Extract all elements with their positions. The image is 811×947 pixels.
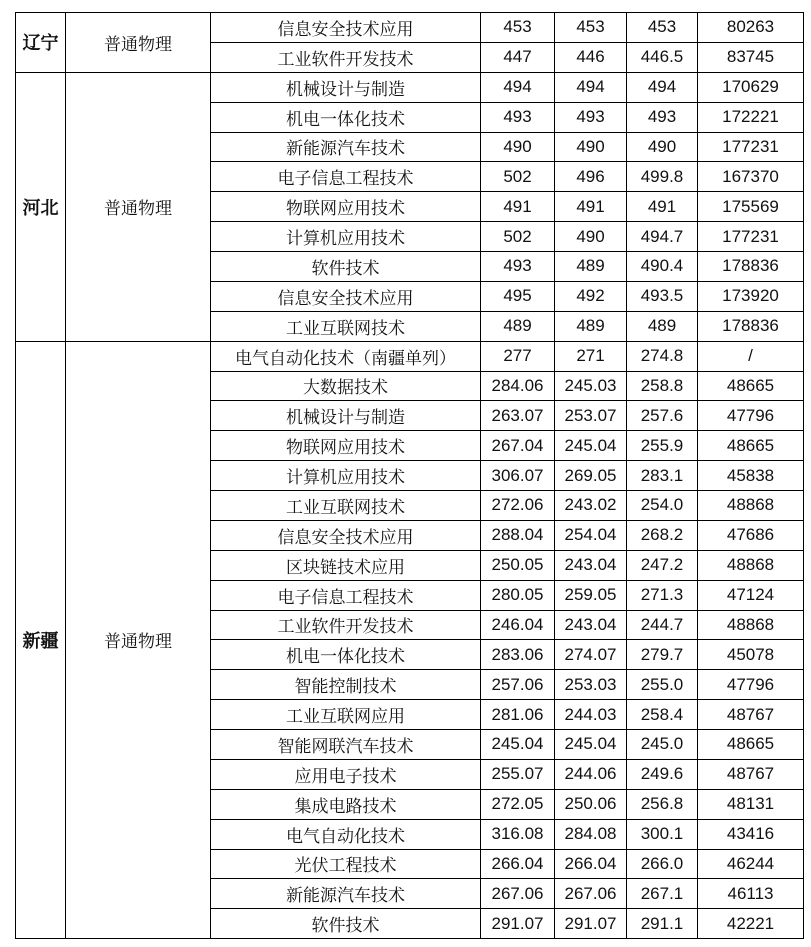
province-cell: 新疆 <box>16 341 66 939</box>
min-score-cell: 245.03 <box>555 371 627 401</box>
avg-score-cell: 291.1 <box>627 909 698 939</box>
min-rank-cell: 167370 <box>698 162 804 192</box>
major-name-cell: 新能源汽车技术 <box>211 132 481 162</box>
max-score-cell: 288.04 <box>481 520 555 550</box>
min-rank-cell: 42221 <box>698 909 804 939</box>
min-rank-cell: 46113 <box>698 879 804 909</box>
min-score-cell: 271 <box>555 341 627 371</box>
avg-score-cell: 245.0 <box>627 730 698 760</box>
min-score-cell: 494 <box>555 72 627 102</box>
avg-score-cell: 268.2 <box>627 520 698 550</box>
max-score-cell: 491 <box>481 192 555 222</box>
admission-score-table <box>15 12 804 939</box>
min-score-cell: 446 <box>555 42 627 72</box>
avg-score-cell: 279.7 <box>627 640 698 670</box>
major-name-cell: 大数据技术 <box>211 371 481 401</box>
max-score-cell: 280.05 <box>481 580 555 610</box>
min-rank-cell: 47796 <box>698 670 804 700</box>
min-rank-cell: 43416 <box>698 819 804 849</box>
avg-score-cell: 490.4 <box>627 252 698 282</box>
major-name-cell: 区块链技术应用 <box>211 550 481 580</box>
max-score-cell: 502 <box>481 162 555 192</box>
avg-score-cell: 267.1 <box>627 879 698 909</box>
major-name-cell: 工业软件开发技术 <box>211 610 481 640</box>
major-name-cell: 物联网应用技术 <box>211 192 481 222</box>
major-name-cell: 工业互联网技术 <box>211 491 481 521</box>
max-score-cell: 272.05 <box>481 789 555 819</box>
major-name-cell: 软件技术 <box>211 252 481 282</box>
min-rank-cell: 177231 <box>698 132 804 162</box>
avg-score-cell: 254.0 <box>627 491 698 521</box>
min-rank-cell: 48131 <box>698 789 804 819</box>
major-name-cell: 电子信息工程技术 <box>211 162 481 192</box>
min-rank-cell: 80263 <box>698 13 804 43</box>
max-score-cell: 493 <box>481 102 555 132</box>
max-score-cell: 453 <box>481 13 555 43</box>
major-name-cell: 物联网应用技术 <box>211 431 481 461</box>
min-rank-cell: 83745 <box>698 42 804 72</box>
min-score-cell: 253.03 <box>555 670 627 700</box>
min-score-cell: 492 <box>555 281 627 311</box>
min-rank-cell: 48665 <box>698 371 804 401</box>
min-score-cell: 489 <box>555 252 627 282</box>
max-score-cell: 316.08 <box>481 819 555 849</box>
min-score-cell: 266.04 <box>555 849 627 879</box>
min-rank-cell: 48868 <box>698 610 804 640</box>
min-score-cell: 490 <box>555 222 627 252</box>
avg-score-cell: 493 <box>627 102 698 132</box>
max-score-cell: 490 <box>481 132 555 162</box>
min-score-cell: 254.04 <box>555 520 627 550</box>
max-score-cell: 263.07 <box>481 401 555 431</box>
avg-score-cell: 258.4 <box>627 700 698 730</box>
avg-score-cell: 274.8 <box>627 341 698 371</box>
province-cell: 河北 <box>16 72 66 341</box>
max-score-cell: 250.05 <box>481 550 555 580</box>
table-row <box>16 13 804 43</box>
min-score-cell: 284.08 <box>555 819 627 849</box>
avg-score-cell: 493.5 <box>627 281 698 311</box>
min-score-cell: 259.05 <box>555 580 627 610</box>
min-rank-cell: 175569 <box>698 192 804 222</box>
max-score-cell: 257.06 <box>481 670 555 700</box>
major-name-cell: 信息安全技术应用 <box>211 520 481 550</box>
major-name-cell: 工业互联网技术 <box>211 311 481 341</box>
min-score-cell: 243.04 <box>555 610 627 640</box>
major-name-cell: 机电一体化技术 <box>211 640 481 670</box>
min-rank-cell: 178836 <box>698 252 804 282</box>
min-rank-cell: 48868 <box>698 491 804 521</box>
major-name-cell: 光伏工程技术 <box>211 849 481 879</box>
avg-score-cell: 499.8 <box>627 162 698 192</box>
min-score-cell: 453 <box>555 13 627 43</box>
major-name-cell: 计算机应用技术 <box>211 461 481 491</box>
min-rank-cell: 177231 <box>698 222 804 252</box>
category-cell: 普通物理 <box>66 341 211 939</box>
min-score-cell: 245.04 <box>555 431 627 461</box>
max-score-cell: 447 <box>481 42 555 72</box>
major-name-cell: 软件技术 <box>211 909 481 939</box>
min-score-cell: 493 <box>555 102 627 132</box>
major-name-cell: 应用电子技术 <box>211 759 481 789</box>
min-rank-cell: 47686 <box>698 520 804 550</box>
avg-score-cell: 255.0 <box>627 670 698 700</box>
min-rank-cell: 173920 <box>698 281 804 311</box>
avg-score-cell: 255.9 <box>627 431 698 461</box>
max-score-cell: 255.07 <box>481 759 555 789</box>
avg-score-cell: 494.7 <box>627 222 698 252</box>
avg-score-cell: 256.8 <box>627 789 698 819</box>
min-score-cell: 489 <box>555 311 627 341</box>
major-name-cell: 机电一体化技术 <box>211 102 481 132</box>
max-score-cell: 272.06 <box>481 491 555 521</box>
major-name-cell: 新能源汽车技术 <box>211 879 481 909</box>
min-score-cell: 496 <box>555 162 627 192</box>
min-score-cell: 291.07 <box>555 909 627 939</box>
avg-score-cell: 494 <box>627 72 698 102</box>
min-rank-cell: 48868 <box>698 550 804 580</box>
table-row <box>16 341 804 371</box>
min-rank-cell: 48665 <box>698 730 804 760</box>
major-name-cell: 信息安全技术应用 <box>211 13 481 43</box>
max-score-cell: 495 <box>481 281 555 311</box>
avg-score-cell: 271.3 <box>627 580 698 610</box>
max-score-cell: 493 <box>481 252 555 282</box>
min-score-cell: 274.07 <box>555 640 627 670</box>
major-name-cell: 工业软件开发技术 <box>211 42 481 72</box>
min-rank-cell: 48767 <box>698 700 804 730</box>
major-name-cell: 智能控制技术 <box>211 670 481 700</box>
max-score-cell: 267.06 <box>481 879 555 909</box>
avg-score-cell: 491 <box>627 192 698 222</box>
min-score-cell: 243.04 <box>555 550 627 580</box>
avg-score-cell: 247.2 <box>627 550 698 580</box>
min-score-cell: 244.06 <box>555 759 627 789</box>
min-score-cell: 269.05 <box>555 461 627 491</box>
max-score-cell: 266.04 <box>481 849 555 879</box>
avg-score-cell: 266.0 <box>627 849 698 879</box>
avg-score-cell: 489 <box>627 311 698 341</box>
min-score-cell: 245.04 <box>555 730 627 760</box>
min-score-cell: 253.07 <box>555 401 627 431</box>
avg-score-cell: 453 <box>627 13 698 43</box>
avg-score-cell: 283.1 <box>627 461 698 491</box>
min-rank-cell: 47796 <box>698 401 804 431</box>
avg-score-cell: 244.7 <box>627 610 698 640</box>
min-rank-cell: 48665 <box>698 431 804 461</box>
max-score-cell: 489 <box>481 311 555 341</box>
min-score-cell: 243.02 <box>555 491 627 521</box>
max-score-cell: 246.04 <box>481 610 555 640</box>
min-score-cell: 244.03 <box>555 700 627 730</box>
table-row <box>16 72 804 102</box>
max-score-cell: 267.04 <box>481 431 555 461</box>
min-score-cell: 267.06 <box>555 879 627 909</box>
major-name-cell: 机械设计与制造 <box>211 401 481 431</box>
min-rank-cell: 178836 <box>698 311 804 341</box>
major-name-cell: 机械设计与制造 <box>211 72 481 102</box>
min-rank-cell: 47124 <box>698 580 804 610</box>
avg-score-cell: 249.6 <box>627 759 698 789</box>
max-score-cell: 502 <box>481 222 555 252</box>
admission-score-table-sheet <box>15 12 803 940</box>
min-rank-cell: / <box>698 341 804 371</box>
min-rank-cell: 46244 <box>698 849 804 879</box>
table-body <box>16 13 804 939</box>
max-score-cell: 306.07 <box>481 461 555 491</box>
major-name-cell: 电子信息工程技术 <box>211 580 481 610</box>
major-name-cell: 电气自动化技术 <box>211 819 481 849</box>
max-score-cell: 281.06 <box>481 700 555 730</box>
category-cell: 普通物理 <box>66 13 211 73</box>
avg-score-cell: 490 <box>627 132 698 162</box>
province-cell: 辽宁 <box>16 13 66 73</box>
max-score-cell: 245.04 <box>481 730 555 760</box>
major-name-cell: 智能网联汽车技术 <box>211 730 481 760</box>
max-score-cell: 291.07 <box>481 909 555 939</box>
major-name-cell: 工业互联网应用 <box>211 700 481 730</box>
avg-score-cell: 300.1 <box>627 819 698 849</box>
max-score-cell: 284.06 <box>481 371 555 401</box>
max-score-cell: 494 <box>481 72 555 102</box>
avg-score-cell: 258.8 <box>627 371 698 401</box>
min-rank-cell: 45838 <box>698 461 804 491</box>
major-name-cell: 电气自动化技术（南疆单列） <box>211 341 481 371</box>
min-rank-cell: 170629 <box>698 72 804 102</box>
avg-score-cell: 446.5 <box>627 42 698 72</box>
avg-score-cell: 257.6 <box>627 401 698 431</box>
min-score-cell: 490 <box>555 132 627 162</box>
max-score-cell: 283.06 <box>481 640 555 670</box>
min-rank-cell: 45078 <box>698 640 804 670</box>
category-cell: 普通物理 <box>66 72 211 341</box>
major-name-cell: 集成电路技术 <box>211 789 481 819</box>
min-score-cell: 250.06 <box>555 789 627 819</box>
max-score-cell: 277 <box>481 341 555 371</box>
min-score-cell: 491 <box>555 192 627 222</box>
min-rank-cell: 172221 <box>698 102 804 132</box>
major-name-cell: 计算机应用技术 <box>211 222 481 252</box>
major-name-cell: 信息安全技术应用 <box>211 281 481 311</box>
min-rank-cell: 48767 <box>698 759 804 789</box>
